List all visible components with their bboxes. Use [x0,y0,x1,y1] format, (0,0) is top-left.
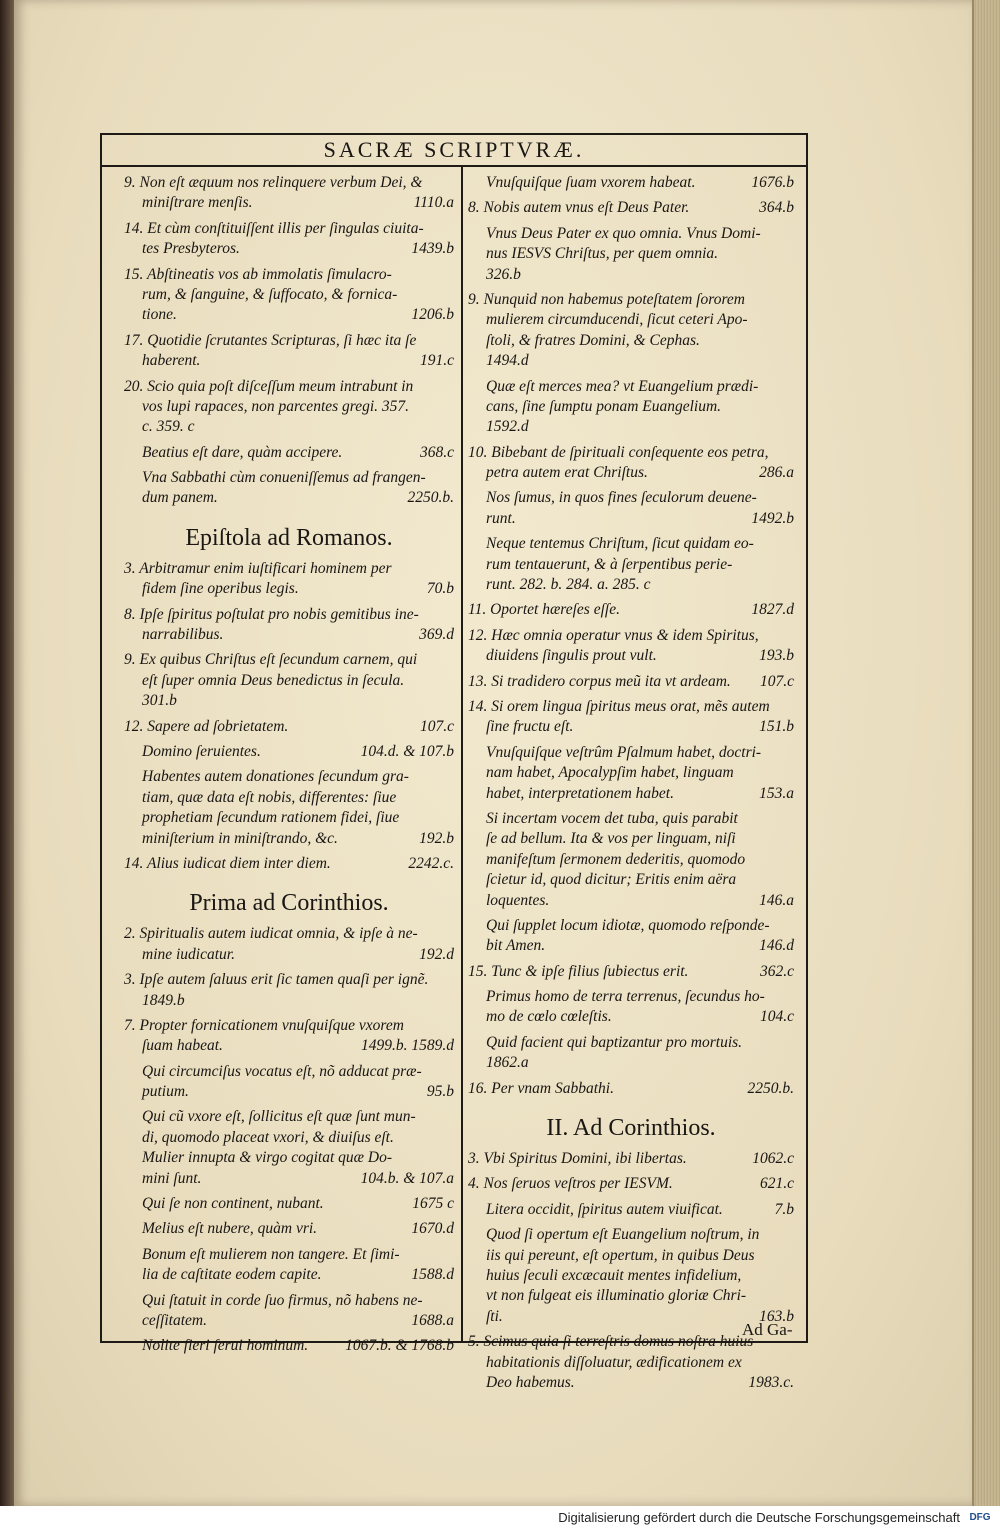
entry-line: Vnuſquiſque veſtrûm Pſalmum habet, doctri- [486,743,762,761]
index-entry [468,987,794,1028]
entry-line: habet, interpretationem habet. 153.a [468,784,794,804]
entry-line: 14. Si orem lingua ſpiritus meus orat, mẽs autem [468,697,770,715]
page-reference: 286.a [759,464,794,482]
index-entry [468,198,794,218]
page-reference: 1206.b [411,306,454,324]
entry-line: lia de caſtitate eodem capite. 1588.d [124,1265,454,1285]
index-entry [468,1033,794,1074]
entry-line: Mulier innupta & virgo cogitat quæ Do- [142,1149,392,1167]
entry-line: bit Amen. 146.d [468,936,794,956]
entry-line: Domino ſeruientes. 104.d. & 107.b [124,742,454,762]
page-reference: 1499.b. 1589.d [361,1037,454,1055]
entry-line: 14. Et cùm conſtituiſſent illis per ſingulas ciuita- [124,219,424,237]
index-entry [124,605,454,646]
entry-line: 4. Nos ſeruos veſtros per IESVM. 621.c [468,1174,794,1194]
entry-line: Quæ eſt merces mea? vt Euangelium prædi- [486,377,759,395]
entry-line: Deo habemus. 1983.c. [468,1373,794,1393]
entry-line: Habentes autem donationes ſecundum gra- [142,768,409,786]
index-entry [468,377,794,438]
entry-line: 20. Scio quia poſt diſceſſum meum intrabunt in [124,377,414,395]
page-reference: 1983.c. [748,1373,794,1391]
entry-line: nam habet, Apocalypſim habet, linguam [486,764,734,782]
section-title: Prima ad Corinthios. [189,890,389,917]
section-title: Epiſtola ad Romanos. [185,524,393,551]
index-entry [468,1079,794,1099]
page-reference: 1670.d [411,1220,454,1238]
entry-line: huius ſeculi excæcauit mentes infidelium, [486,1266,742,1284]
entry-line: Litera occidit, ſpiritus autem viuificat. 7.b [468,1200,794,1220]
entry-line: vos lupi rapaces, non parcentes gregi. 357. [142,397,410,415]
entry-line: 9. Non eſt æquum nos relinquere verbum Dei, & [124,174,423,191]
entry-line: 1494.d [486,352,529,370]
page-reference: 191.c [419,352,454,370]
entry-line: 7. Propter fornicationem vnuſquiſque vxorem [124,1016,404,1034]
entry-line: 8. Nobis autem vnus eſt Deus Pater. 364.b [468,198,794,218]
entry-line: 8. Ipſe ſpiritus poſtulat pro nobis gemitibus ine- [124,605,419,623]
entry-line: ſuam habeat. 1499.b. 1589.d [124,1036,454,1056]
entry-line: ſe ad bellum. Ita & vos per linguam, niſi [486,830,736,848]
index-entry [124,1245,454,1286]
index-entry [124,1194,454,1214]
index-entry [124,443,454,463]
index-entry [468,1225,794,1327]
page-reference: 151.b [759,718,794,736]
index-entry [124,650,454,711]
page-reference: 163.b [759,1307,794,1325]
page-reference: 1062.c [752,1150,794,1168]
entry-line: runt. 1492.b [468,509,794,529]
entry-line: Primus homo de terra terrenus, ſecundus ho- [486,988,765,1006]
page-reference: 1676.b [751,174,794,191]
entry-line: 5. Scimus quia ſi terreſtris domus noſtra huius [468,1333,754,1351]
index-entry [468,443,794,484]
footer-bar [0,1506,1000,1532]
entry-line: Vnuſquiſque ſuam vxorem habeat. 1676.b [468,173,794,193]
entry-line: ſtoli, & fratres Domini, & Cephas. [486,331,700,349]
entry-line: 12. Hæc omnia operatur vnus & idem Spiritus, [468,626,759,644]
entry-line: habitationis diſſoluatur, ædificationem ex [486,1353,742,1371]
page-reference: 368.c [419,443,454,461]
index-entry [124,219,454,260]
running-header: SACRÆ SCRIPTVRÆ. [102,135,806,167]
entry-line: Qui circumciſus vocatus eſt, nõ adducat præ- [142,1062,422,1080]
entry-line: 3. Arbitramur enim iuſtificari hominem per [124,559,392,577]
index-entry [124,1336,454,1356]
index-entry [124,1062,454,1103]
entry-line: prophetiam ſecundum rationem fidei, ſiue [142,809,400,827]
index-entry [124,767,454,849]
entry-line: 17. Quotidie ſcrutantes Scripturas, ſi hæc ita ſe [124,331,417,349]
catchword: Ad Ga- [742,1320,793,1339]
page-reference: 1067.b. & 1768.b [345,1337,454,1355]
page-reference: 364.b [759,199,794,217]
entry-line: Qui ſe non continent, nubant. 1675 c [124,1194,454,1214]
entry-line: Bonum eſt mulierem non tangere. Et ſimi- [142,1245,400,1263]
dfg-logo-icon: DFG [969,1512,991,1523]
index-entry [468,626,794,667]
entry-line: Nos ſumus, in quos fines ſeculorum deuene- [486,489,757,507]
entry-line: 15. Tunc & ipſe filius ſubiectus erit. 362.c [468,962,794,982]
entry-line: 9. Nunquid non habemus poteſtatem ſororem [468,290,745,308]
page-reference: 369.d [419,626,454,644]
entry-line: tes Presbyteros. 1439.b [124,239,454,259]
entry-line: haberent. 191.c [124,351,454,371]
page-reference: 146.a [759,891,794,909]
page-reference: 1439.b [411,240,454,258]
index-entry [468,600,794,620]
page-reference: 70.b [426,580,454,598]
entry-line: runt. 282. b. 284. a. 285. c [486,576,651,594]
page-reference: 193.b [759,647,794,665]
index-entry [124,1016,454,1057]
page-reference: 1827.d [751,601,794,619]
index-entry [468,672,794,692]
index-entry [468,1149,794,1169]
entry-line: putium. 95.b [124,1082,454,1102]
entry-line: 3. Ipſe autem ſaluus erit ſic tamen quaſi per ignẽ. [124,971,429,989]
entry-line: miniſtrare menſis. 1110.a [124,193,454,213]
page-edges [972,0,1000,1506]
entry-line: 10. Bibebant de ſpirituali conſequente eos petra, [468,443,769,461]
entry-line: ſcietur id, quod dicitur; Eritis enim aëra [486,871,737,889]
index-entry [468,916,794,957]
entry-line: Neque tentemus Chriſtum, ſicut quidam eo- [486,535,754,553]
page-reference: 192.d [419,945,454,963]
index-entry [124,924,454,965]
entry-line: eſt ſuper omnia Deus benedictus in ſecula. [142,671,405,689]
entry-line: Qui ſupplet locum idiotæ, quomodo reſponde- [486,916,770,934]
left-column [124,173,454,1362]
entry-line: 12. Sapere ad ſobrietatem. 107.c [124,717,454,737]
entry-line: iis qui pereunt, eſt opertum, in quibus Deus [486,1246,755,1264]
index-entry [468,1200,794,1220]
entry-line: Qui ſtatuit in corde ſuo firmus, nõ habens ne- [142,1291,423,1309]
index-entry [468,1332,794,1393]
entry-line: 326.b [486,265,521,283]
entry-line: diuidens ſingulis prout vult. 193.b [468,646,794,666]
entry-line: petra autem erat Chriſtus. 286.a [468,463,794,483]
entry-line: Quid facient qui baptizantur pro mortuis. [486,1033,743,1051]
entry-line: nus IESVS Chriſtus, per quem omnia. [486,245,719,263]
entry-line: 14. Alius iudicat diem inter diem. 2242.c. [124,854,454,874]
page-reference: 107.c [759,672,794,690]
right-column [468,173,794,1398]
entry-line: 1592.d [486,418,529,436]
index-entry [124,559,454,600]
entry-line: dum panem. 2250.b. [124,488,454,508]
page-reference: 104.c [759,1008,794,1026]
page-reference: 362.c [759,962,794,980]
page-reference: 95.b [426,1083,454,1101]
index-entry [124,331,454,372]
entry-line: 3. Vbi Spiritus Domini, ibi libertas. 1062.c [468,1149,794,1169]
entry-line: di, quomodo placeat vxori, & diuiſus eſt. [142,1128,394,1146]
index-entry [124,468,454,509]
entry-line: 2. Spiritualis autem iudicat omnia, & ipſe à ne- [124,925,418,943]
index-entry [124,742,454,762]
page-reference: 1675 c [412,1195,454,1213]
index-entry [124,173,454,214]
entry-line: rum, & ſanguine, & ſuffocato, & fornica- [142,285,398,303]
page-reference: 7.b [774,1200,794,1218]
entry-line: cans, ſine ſumptu ponam Euangelium. [486,397,722,415]
column-divider [461,165,463,1341]
page-reference: 2250.b. [407,489,454,507]
page-reference: 2250.b. [747,1079,794,1097]
index-entry [124,377,454,438]
index-entry [124,1107,454,1189]
entry-line: Vna Sabbathi cùm conueniſſemus ad frangen- [142,469,426,487]
entry-line: 13. Si tradidero corpus meũ ita vt ardeam. 107.c [468,672,794,692]
text-frame [100,133,808,1391]
index-entry [124,854,454,874]
entry-line: mo de cœlo cœleſtis. 104.c [468,1007,794,1027]
entry-line: vt non fulgeat eis illuminatio gloriæ Chri- [486,1287,747,1305]
entry-line: loquentes. 146.a [468,891,794,911]
page-reference: 146.d [759,937,794,955]
index-entry [468,697,794,738]
entry-line: tiam, quæ data eſt nobis, differentes: ſiue [142,788,397,806]
index-entry [468,290,794,372]
page-reference: 104.d. & 107.b [360,742,454,760]
index-entry [468,809,794,911]
index-entry [124,970,454,1011]
index-entry [124,1219,454,1239]
entry-line: Qui cũ vxore eſt, ſollicitus eſt quæ ſunt mun- [142,1108,416,1126]
index-entry [468,534,794,595]
entry-line: ſine fructu eſt. 151.b [468,717,794,737]
page-reference: 153.a [759,784,794,802]
page-reference: 1588.d [411,1266,454,1284]
entry-line: 1862.a [486,1054,529,1072]
page-reference: 2242.c. [408,854,454,872]
entry-line: rum tentauerunt, & à ſerpentibus perie- [486,555,733,573]
entry-line: Quod ſi opertum eſt Euangelium noſtrum, in [486,1226,760,1244]
entry-line: Vnus Deus Pater ex quo omnia. Vnus Domi- [486,224,761,242]
entry-line: 301.b [142,692,177,710]
page-reference: 107.c [419,717,454,735]
entry-line: tione. 1206.b [124,305,454,325]
entry-line: Si incertam vocem det tuba, quis parabit [486,809,738,827]
entry-line: 15. Abſtineatis vos ab immolatis ſimulacro- [124,265,392,283]
page-reference: 1688.a [411,1311,454,1329]
entry-line: ſti. 163.b [468,1307,794,1327]
entry-line: Melius eſt nubere, quàm vri. 1670.d [124,1219,454,1239]
footer-credit: Digitalisierung gefördert durch die Deutsche Forschungsgemeinschaft [558,1510,960,1525]
entry-line: mini ſunt. 104.b. & 107.a [124,1169,454,1189]
entry-line: 9. Ex quibus Chriſtus eſt ſecundum carnem, qui [124,651,418,669]
page-reference: 104.b. & 107.a [360,1169,454,1187]
page-reference: 192.b [419,829,454,847]
entry-line: c. 359. c [142,418,195,436]
entry-line: 16. Per vnam Sabbathi. 2250.b. [468,1079,794,1099]
index-entry [468,1174,794,1194]
page-reference: 621.c [759,1175,794,1193]
entry-line: ceſſitatem. 1688.a [124,1311,454,1331]
entry-line: mulierem circumducendi, ſicut ceteri Apo- [486,311,748,329]
page-reference: 1110.a [413,194,454,212]
page-reference: 1492.b [751,509,794,527]
index-entry [468,962,794,982]
entry-line: Beatius eſt dare, quàm accipere. 368.c [124,443,454,463]
index-entry [124,1291,454,1332]
entry-line: fidem ſine operibus legis. 70.b [124,579,454,599]
entry-line: narrabilibus. 369.d [124,625,454,645]
index-entry [124,265,454,326]
index-entry [468,743,794,804]
book-page [14,0,972,1506]
entry-line: Nolite fieri ſerui hominum. 1067.b. & 1768.b [124,1336,454,1356]
index-entry [468,224,794,285]
index-entry [468,173,794,193]
index-entry [468,488,794,529]
section-title: II. Ad Corinthios. [546,1115,716,1142]
entry-line: manifeſtum ſermonem dederitis, quomodo [486,850,746,868]
index-entry [124,717,454,737]
entry-line: mine iudicatur. 192.d [124,945,454,965]
entry-line: 1849.b [142,991,185,1009]
entry-line: 11. Oportet hæreſes eſſe. 1827.d [468,600,794,620]
entry-line: miniſterium in miniſtrando, &c. 192.b [124,829,454,849]
